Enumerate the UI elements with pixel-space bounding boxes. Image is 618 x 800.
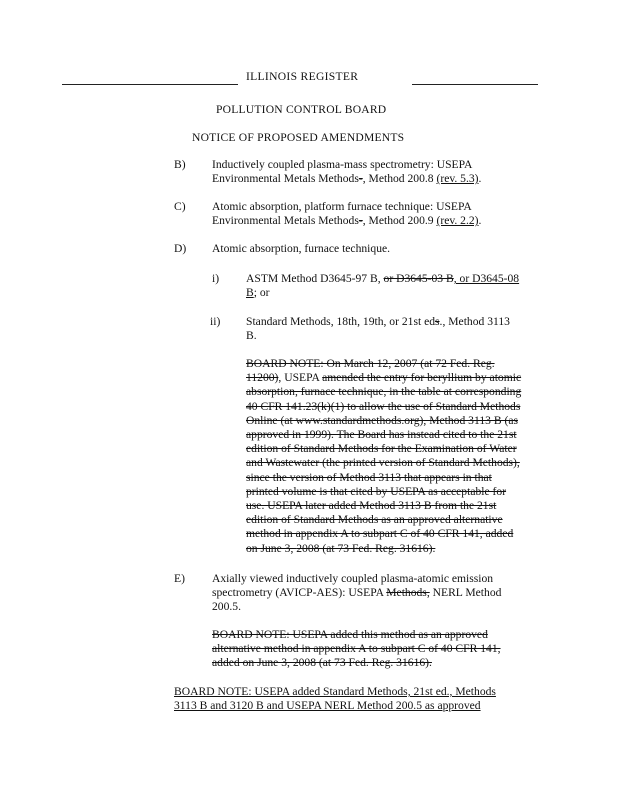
item-d-ii-text [246,315,510,343]
note-line: use. USEPA later added Method 3113 B from the 21st [246,499,497,513]
item-d-ii-label: ii) [210,315,221,328]
item-e-text [212,572,501,615]
note-line: 40 CFR 141.23(k)(1) to allow the use of Standard Methods [246,399,521,413]
item-d-label: D) [174,242,187,255]
item-d-i-line1: ASTM Method D3645-97 B, or D3645-03 B, or D3645-08 [246,272,520,285]
item-e-board-note [212,628,501,671]
item-d-i-text [246,272,519,300]
item-d-i-line2: B; or [246,286,270,300]
note-line: BOARD NOTE: On March 12, 2007 (at 72 Fed. Reg. [246,357,495,370]
note-line: 11200), USEPA amended the entry for beryllium by atomic [246,371,522,385]
item-e-line3: 200.5. [212,600,241,614]
agency-title: POLLUTION CONTROL BOARD [216,103,387,116]
item-d-i-label: i) [212,272,220,285]
note-line: approved in 1999). The Board has instead cited to the 21st [246,428,517,442]
item-b-label: B) [174,158,186,171]
header-rule-left [62,84,238,85]
register-title: ILLINOIS REGISTER [246,70,359,83]
item-c-text [212,200,481,228]
header-rule-right [412,84,538,85]
item-b-line2: Environmental Metals Methods-, Method 200.8 (rev. 5.3). [212,172,482,186]
note-line: alternative method in appendix A to subpart C of 40 CFR 141, [212,642,501,656]
note-line: on June 3, 2008 (at 73 Fed. Reg. 31616). [246,541,436,555]
item-d-text: Atomic absorption, furnace technique. [212,242,391,255]
item-c-line1: Atomic absorption, platform furnace technique: USEPA [212,200,472,213]
final-board-note [174,685,496,713]
note-line: printed volume is that cited by USEPA as acceptable for [246,484,507,498]
note-line: absorption, furnace technique, in the table at corresponding [246,385,522,399]
item-e-line1: Axially viewed inductively coupled plasma-atomic emission [212,572,494,585]
item-c-label: C) [174,200,186,213]
note-line: and Wastewater (the printed version of Standard Methods), [246,456,520,470]
item-d-ii-line2: B. [246,329,257,343]
item-c-line2: Environmental Metals Methods-, Method 200.9 (rev. 2.2). [212,214,482,228]
note-line: BOARD NOTE: USEPA added this method as an approved [212,628,488,641]
final-note-line1: BOARD NOTE: USEPA added Standard Methods, 21st ed., Methods [174,685,496,698]
notice-title: NOTICE OF PROPOSED AMENDMENTS [192,131,405,144]
note-line: edition of Standard Methods for the Examination of Water [246,442,517,456]
item-b-line1: Inductively coupled plasma-mass spectrometry: USEPA [212,158,473,171]
item-d-ii-line1: Standard Methods, 18th, 19th, or 21st eds., Method 3113 [246,315,510,328]
final-note-line2: 3113 B and 3120 B and USEPA NERL Method 200.5 as approved [174,699,481,713]
item-e-line2: spectrometry (AVICP-AES): USEPA Methods, NERL Method [212,586,502,600]
note-line: since the version of Method 3113 that appears in that [246,470,492,484]
note-line: edition of Standard Methods as an approved alternative [246,513,503,527]
item-e-label: E) [174,572,185,585]
item-b-text [212,158,481,186]
note-line: method in appendix A to subpart C of 40 CFR 141, added [246,527,514,541]
note-line: Online (at www.standardmethods.org), Method 3113 B (as [246,413,518,427]
note-line: added on June 3, 2008 (at 73 Fed. Reg. 31616). [212,656,432,670]
item-d-board-note [246,357,521,556]
